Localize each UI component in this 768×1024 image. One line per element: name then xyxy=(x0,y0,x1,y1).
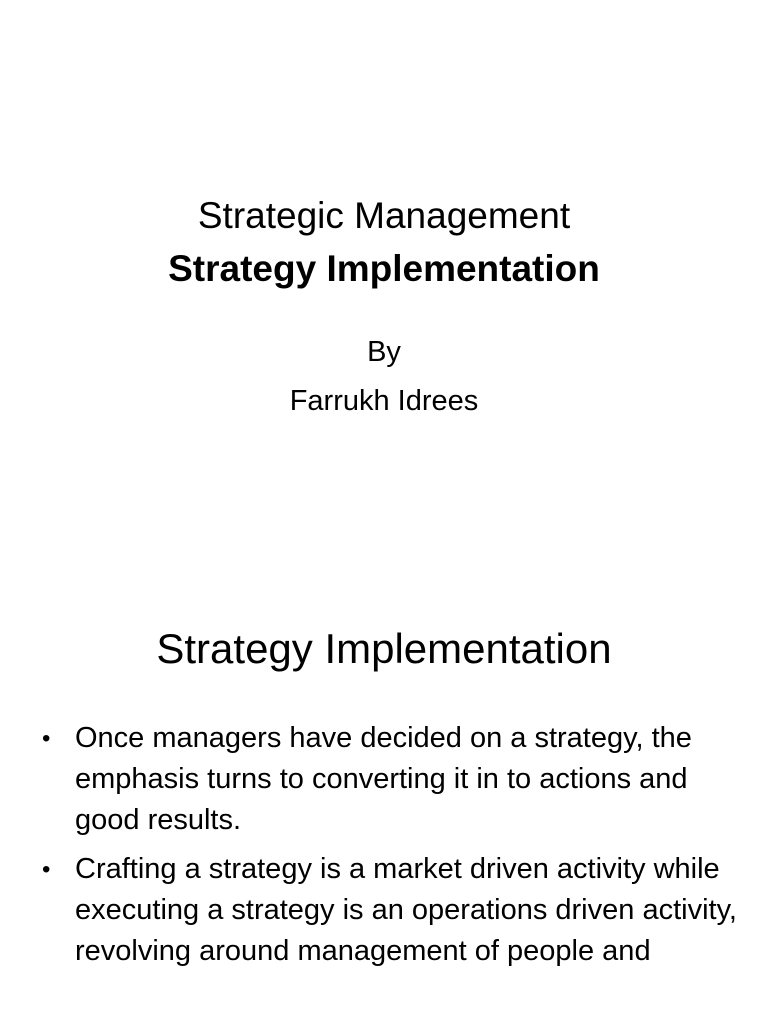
author-name: Farrukh Idrees xyxy=(289,385,479,417)
bullet-item xyxy=(40,718,740,841)
bullet-icon: • xyxy=(42,725,51,752)
content-slide-title: Strategy Implementation xyxy=(156,625,612,672)
bullet-icon: • xyxy=(42,856,51,883)
bullet-text: Once managers have decided on a strategy, the emphasis turns to converting it in to actions and good results. xyxy=(75,722,692,836)
content-slide xyxy=(0,576,768,1024)
bullet-item xyxy=(40,849,740,972)
bullet-list xyxy=(40,718,740,980)
slide-title: Strategic Management xyxy=(197,195,571,236)
slide-subtitle: Strategy Implementation xyxy=(168,248,600,289)
by-label: By xyxy=(367,336,401,368)
bullet-text: Crafting a strategy is a market driven activity while executing a strategy is an operations driven activity, revolving around management of people and xyxy=(75,853,737,967)
